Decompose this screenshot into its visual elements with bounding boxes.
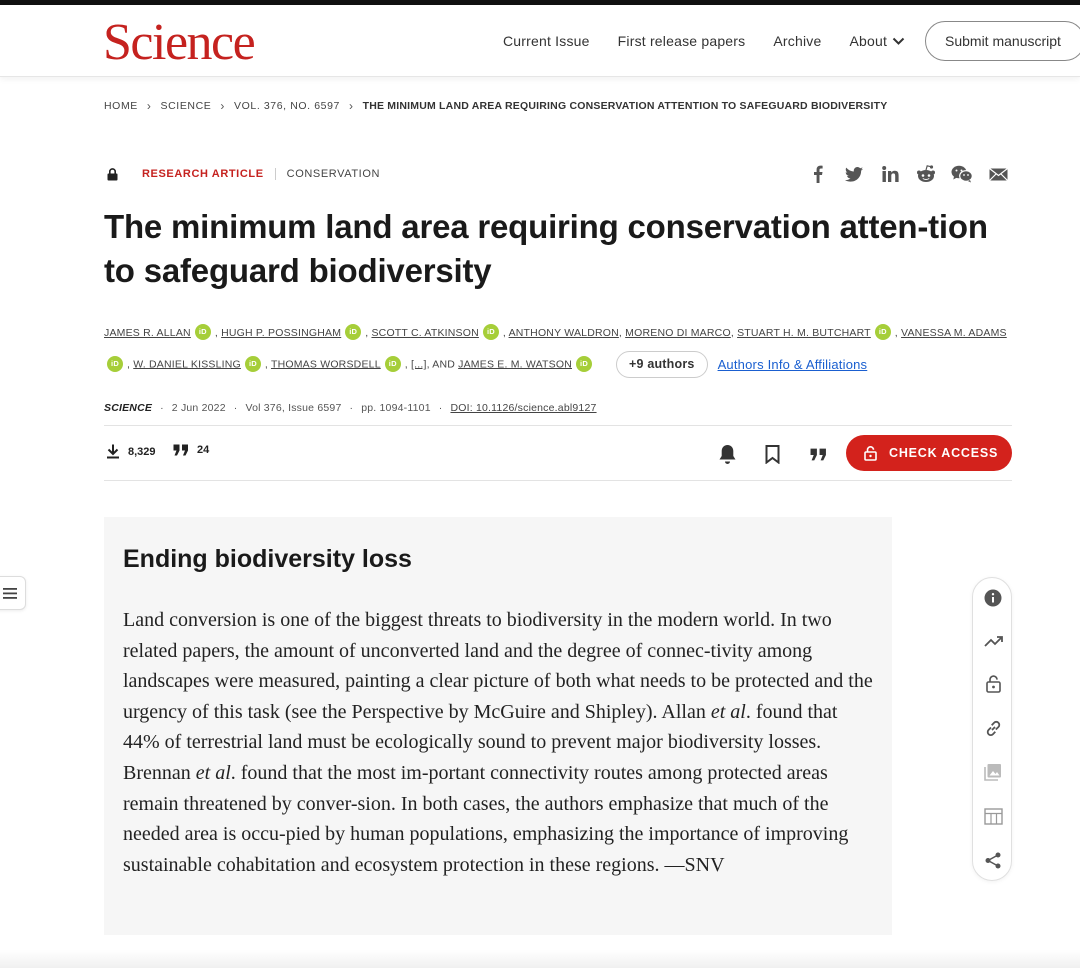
volume-issue: Vol 376, Issue 6597 bbox=[245, 402, 342, 414]
author-link[interactable]: SCOTT C. ATKINSON bbox=[371, 327, 479, 339]
article-title: The minimum land area requiring conservation atten-tion to safeguard biodiversity bbox=[104, 208, 988, 289]
twitter-icon[interactable] bbox=[842, 162, 866, 186]
outline-toggle-button[interactable] bbox=[0, 576, 26, 610]
divider bbox=[275, 168, 276, 180]
breadcrumb-science[interactable]: SCIENCE bbox=[160, 100, 212, 112]
menu-icon bbox=[3, 588, 17, 599]
facebook-icon[interactable] bbox=[806, 162, 830, 186]
author-list: JAMES R. ALLAN iD , HUGH P. POSSINGHAM iD , SCOTT C. ATKINSON iD , ANTHONY WALDRON, MORENO DI MARCO, STUART H. M. BUTCHART iD , VANESSA M. ADAMS iD , W. DANIEL KISSLING iD , THOMAS WORSDELL iD , [...], AND JAMES E. M. WATSON iD +9 authors Authors Info & Affiliations bbox=[104, 318, 1009, 380]
submit-manuscript-button[interactable]: Submit manuscript bbox=[925, 21, 1080, 61]
chevron-down-icon bbox=[892, 37, 905, 46]
author-link[interactable]: THOMAS WORSDELL bbox=[270, 358, 381, 371]
orcid-icon[interactable]: iD bbox=[576, 356, 592, 372]
metrics-bar bbox=[104, 425, 1012, 481]
check-access-button[interactable] bbox=[846, 435, 1012, 471]
breadcrumb-home[interactable]: HOME bbox=[104, 100, 138, 112]
separator-dot: · bbox=[349, 402, 354, 414]
quote-icon bbox=[173, 444, 189, 456]
unlock-icon bbox=[864, 446, 877, 461]
page-range: pp. 1094-1101 bbox=[361, 402, 431, 414]
author-link[interactable]: W. DANIEL KISSLING bbox=[133, 358, 241, 371]
share-icon[interactable] bbox=[981, 848, 1005, 872]
doi-link[interactable]: DOI: 10.1126/science.abl9127 bbox=[450, 402, 597, 414]
breadcrumb-volume[interactable]: VOL. 376, NO. 6597 bbox=[234, 100, 340, 112]
breadcrumb bbox=[104, 99, 887, 113]
breadcrumb-current: THE MINIMUM LAND AREA REQUIRING CONSERVATION ATTENTION TO SAFEGUARD BIODIVERSITY bbox=[362, 100, 888, 112]
citations-count: 24 bbox=[197, 444, 210, 456]
article-meta bbox=[104, 166, 380, 182]
info-icon[interactable] bbox=[981, 586, 1005, 610]
orcid-icon[interactable]: iD bbox=[483, 324, 499, 340]
editor-summary bbox=[104, 517, 892, 935]
reddit-icon[interactable] bbox=[914, 162, 938, 186]
author-link[interactable]: ANTHONY WALDRON bbox=[508, 327, 619, 339]
trending-icon[interactable] bbox=[981, 629, 1005, 653]
link-icon[interactable] bbox=[981, 716, 1005, 740]
more-authors-button[interactable]: +9 authors bbox=[616, 351, 708, 378]
nav-about-label: About bbox=[849, 33, 888, 49]
author-link[interactable]: VANESSA M. ADAMS bbox=[901, 327, 1007, 339]
downloads-count: 8,329 bbox=[128, 445, 156, 458]
nav-archive[interactable]: Archive bbox=[773, 33, 822, 49]
nav-about[interactable] bbox=[849, 33, 905, 49]
author-link[interactable]: STUART H. M. BUTCHART bbox=[737, 327, 871, 339]
image-icon[interactable] bbox=[981, 760, 1005, 784]
summary-text: Land conversion is one of the biggest threats to biodiversity in the modern world. In two related papers, the amount of unconverted land and the degree of connec-tivity among landscapes were measured, painting a clear picture of both what needs to be protected and the urgency of this task (see the Perspective by McGuire and Shipley). Allan et al. found that 44% of terrestrial land must be ecologically sound to prevent major biodiversity losses. Brennan et al. found that the most im-portant connectivity routes among protected areas remain threatened by conver-sion. In both cases, the authors emphasize that much of the needed area is occu-pied by human populations, emphasizing the importance of improving sustainable cohabitation and ecosystem protection in these regions. —SNV bbox=[123, 609, 873, 876]
linkedin-icon[interactable] bbox=[878, 162, 902, 186]
chevron-right-icon: › bbox=[220, 99, 226, 113]
lock-icon bbox=[104, 166, 120, 182]
author-ellipsis-link[interactable]: [...] bbox=[410, 358, 427, 371]
unlock-icon[interactable] bbox=[981, 672, 1005, 696]
separator-dot: · bbox=[160, 402, 164, 414]
email-icon[interactable] bbox=[986, 162, 1010, 186]
cite-icon[interactable] bbox=[804, 440, 832, 468]
orcid-icon[interactable]: iD bbox=[245, 356, 261, 372]
separator-dot: · bbox=[233, 402, 238, 414]
downloads-metric[interactable] bbox=[106, 444, 156, 459]
share-icons bbox=[806, 162, 1022, 186]
site-header bbox=[0, 5, 1080, 77]
check-access-label: CHECK ACCESS bbox=[889, 446, 999, 460]
publication-date: 2 Jun 2022 bbox=[171, 402, 226, 414]
orcid-icon[interactable]: iD bbox=[345, 324, 361, 340]
journal-name: SCIENCE bbox=[104, 402, 153, 414]
download-icon bbox=[106, 444, 120, 459]
authors-affiliations-link[interactable]: Authors Info & Affiliations bbox=[717, 357, 868, 372]
nav-current-issue[interactable]: Current Issue bbox=[503, 33, 590, 49]
orcid-icon[interactable]: iD bbox=[195, 324, 211, 340]
nav-first-release[interactable]: First release papers bbox=[617, 33, 746, 49]
orcid-icon[interactable]: iD bbox=[385, 356, 401, 372]
author-link[interactable]: JAMES E. M. WATSON bbox=[458, 358, 572, 371]
author-link[interactable]: MORENO DI MARCO bbox=[625, 327, 731, 339]
article-subject[interactable]: CONSERVATION bbox=[286, 168, 381, 180]
separator-dot: · bbox=[438, 402, 443, 414]
publication-info bbox=[104, 402, 597, 414]
citations-metric[interactable] bbox=[173, 444, 209, 456]
tool-rail bbox=[972, 577, 1012, 881]
wechat-icon[interactable] bbox=[950, 162, 974, 186]
article-type[interactable]: RESEARCH ARTICLE bbox=[142, 168, 264, 180]
orcid-icon[interactable]: iD bbox=[107, 356, 123, 372]
chevron-right-icon: › bbox=[348, 99, 354, 113]
author-link[interactable]: HUGH P. POSSINGHAM bbox=[221, 327, 342, 339]
orcid-icon[interactable]: iD bbox=[875, 324, 891, 340]
summary-heading: Ending biodiversity loss bbox=[123, 545, 412, 573]
science-logo[interactable]: Science bbox=[103, 14, 255, 71]
main-nav bbox=[503, 5, 933, 77]
bookmark-icon[interactable] bbox=[758, 440, 786, 468]
chevron-right-icon: › bbox=[146, 99, 152, 113]
table-icon[interactable] bbox=[981, 804, 1005, 828]
bell-icon[interactable] bbox=[713, 440, 741, 468]
and-label: AND bbox=[432, 358, 456, 371]
page-bottom-fade bbox=[0, 950, 1080, 968]
author-link[interactable]: JAMES R. ALLAN bbox=[104, 327, 191, 339]
